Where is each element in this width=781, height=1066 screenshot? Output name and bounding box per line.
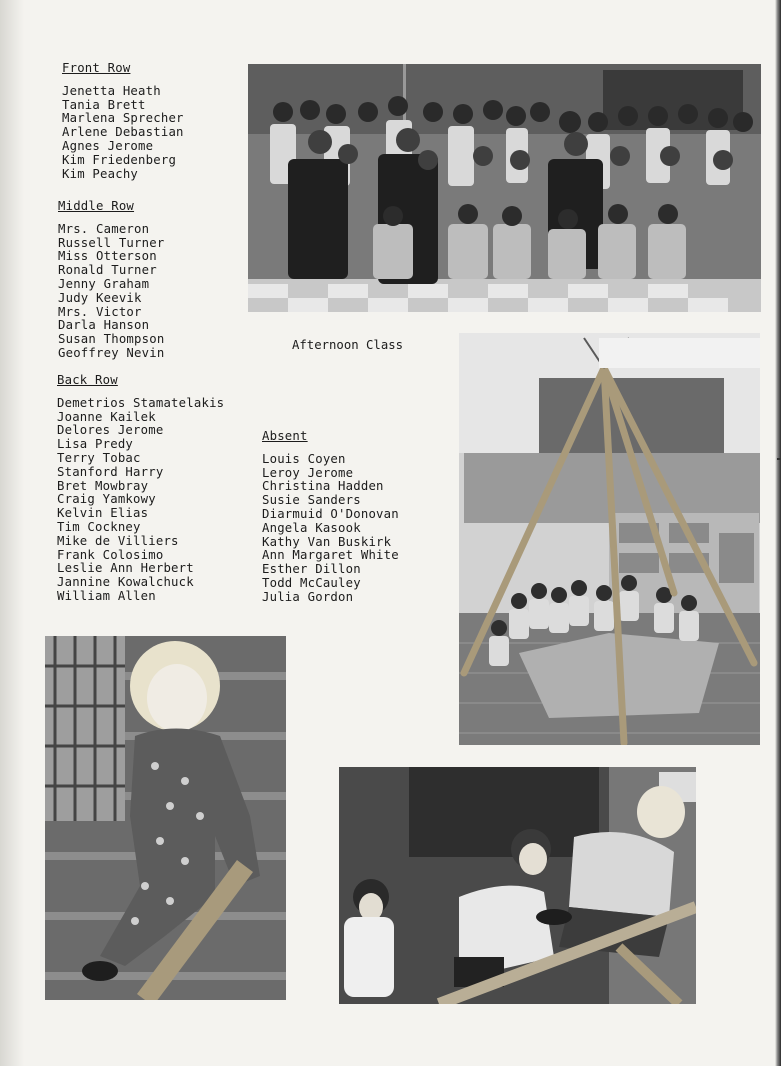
- list-item: Bret Mowbray: [57, 478, 149, 493]
- list-item: Julia Gordon: [262, 589, 354, 604]
- list-item: Miss Otterson: [58, 249, 157, 264]
- middle-row-list: [58, 200, 164, 361]
- list-item: Esther Dillon: [262, 562, 361, 577]
- list-item: Terry Tobac: [57, 450, 141, 465]
- list-item: Kim Peachy: [62, 166, 139, 181]
- list-item: Tim Cockney: [57, 519, 141, 534]
- back-row-heading: Back Row: [57, 373, 118, 387]
- list-item: Jannine Kowalchuck: [57, 575, 194, 590]
- page-outer-edge: [775, 0, 781, 1066]
- page-binding-edge: [0, 0, 24, 1066]
- list-item: Frank Colosimo: [57, 547, 164, 562]
- list-item: Christina Hadden: [262, 479, 384, 494]
- list-item: Demetrios Stamatelakis: [57, 395, 225, 410]
- list-item: Louis Coyen: [262, 451, 346, 466]
- list-item: Susan Thompson: [58, 332, 165, 347]
- list-item: Arlene Debastian: [62, 125, 184, 140]
- list-item: Ronald Turner: [58, 263, 157, 278]
- absent-list: [262, 430, 399, 605]
- list-item: Jenetta Heath: [62, 83, 161, 98]
- list-item: Mike de Villiers: [57, 533, 179, 548]
- list-item: Craig Yamkowy: [57, 492, 156, 507]
- list-item: Leroy Jerome: [262, 465, 354, 480]
- front-row-list: [62, 62, 184, 181]
- list-item: Kelvin Elias: [57, 506, 149, 521]
- edge-mark: [777, 458, 781, 460]
- list-item: Darla Hanson: [58, 318, 150, 333]
- teepee-classroom-photo: [459, 333, 760, 745]
- list-item: Leslie Ann Herbert: [57, 561, 194, 576]
- list-item: Mrs. Cameron: [58, 221, 150, 236]
- list-item: Stanford Harry: [57, 464, 164, 479]
- list-item: William Allen: [57, 588, 156, 603]
- list-item: Todd McCauley: [262, 575, 361, 590]
- list-item: Angela Kasook: [262, 520, 361, 535]
- list-item: Marlena Sprecher: [62, 111, 184, 126]
- list-item: Joanne Kailek: [57, 409, 156, 424]
- list-item: Judy Keevik: [58, 290, 142, 305]
- children-on-bar-photo: [339, 767, 696, 1004]
- middle-row-heading: Middle Row: [58, 199, 135, 213]
- list-item: Mrs. Victor: [58, 304, 142, 319]
- list-item: Kathy Van Buskirk: [262, 534, 392, 549]
- absent-heading: Absent: [262, 429, 308, 443]
- list-item: Susie Sanders: [262, 493, 361, 508]
- list-item: Geoffrey Nevin: [58, 345, 165, 360]
- back-row-list: [57, 374, 224, 604]
- list-item: Delores Jerome: [57, 423, 164, 438]
- list-item: Lisa Predy: [57, 437, 134, 452]
- list-item: Russell Turner: [58, 235, 165, 250]
- girl-climbing-photo: [45, 636, 286, 1000]
- list-item: Diarmuid O'Donovan: [262, 506, 399, 521]
- list-item: Kim Friedenberg: [62, 152, 177, 167]
- class-photo-caption: Afternoon Class: [292, 338, 404, 352]
- list-item: Agnes Jerome: [62, 138, 154, 153]
- list-item: Tania Brett: [62, 97, 146, 112]
- front-row-heading: Front Row: [62, 61, 131, 75]
- list-item: Jenny Graham: [58, 276, 150, 291]
- class-group-photo: [248, 64, 761, 312]
- list-item: Ann Margaret White: [262, 548, 399, 563]
